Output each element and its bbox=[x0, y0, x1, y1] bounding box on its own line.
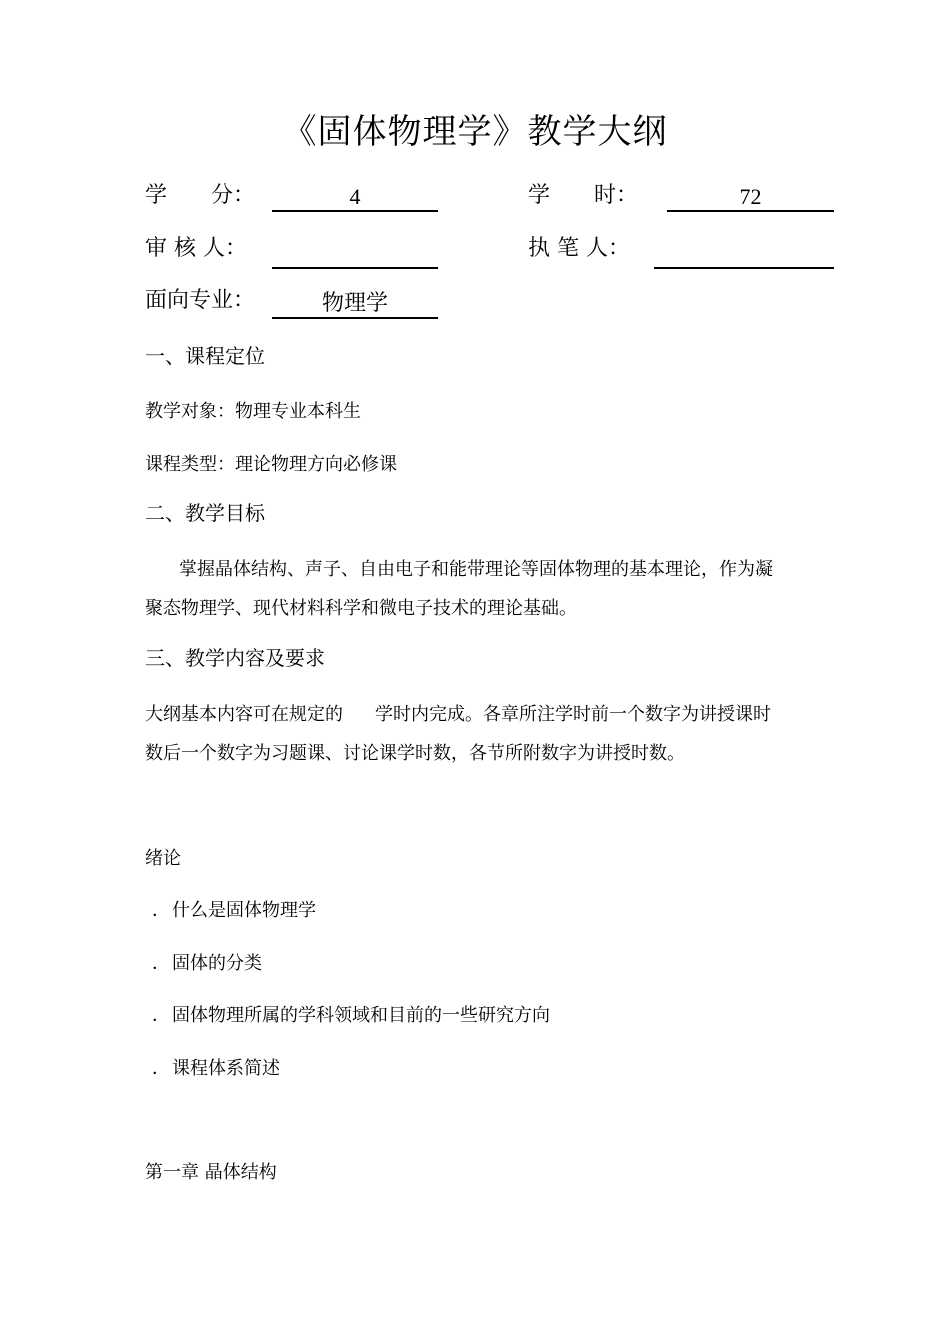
intro-item-text: 课程体系简述 bbox=[172, 1058, 280, 1079]
intro-item bbox=[152, 1002, 550, 1030]
section-content-heading: 三、教学内容及要求 bbox=[145, 646, 325, 670]
intro-item bbox=[152, 897, 316, 925]
major-value: 物理学 bbox=[272, 291, 438, 319]
section-objectives-heading: 二、教学目标 bbox=[145, 501, 265, 525]
content-line-1-a: 大纲基本内容可在规定的 bbox=[145, 704, 343, 725]
introduction-heading: 绪论 bbox=[145, 848, 181, 869]
intro-item bbox=[152, 1055, 280, 1083]
content-line-1-b: 学时内完成。各章所注学时前一个数字为讲授课时 bbox=[375, 704, 771, 725]
content-line-2: 数后一个数字为习题课、讨论课学时数，各节所附数字为讲授时数。 bbox=[145, 743, 685, 764]
objectives-line-2: 聚态物理学、现代材料科学和微电子技术的理论基础。 bbox=[145, 598, 577, 619]
intro-item-text: 固体物理所属的学科领域和目前的一些研究方向 bbox=[172, 1005, 550, 1026]
teaching-audience: 教学对象：物理专业本科生 bbox=[145, 401, 361, 422]
content-paragraph bbox=[145, 695, 810, 773]
objectives-paragraph bbox=[145, 550, 810, 628]
intro-item-text: 什么是固体物理学 bbox=[172, 900, 316, 921]
hours-label: 学 时： bbox=[528, 183, 639, 208]
bullet-mark: ． bbox=[152, 1058, 170, 1079]
chapter-1-heading: 第一章 晶体结构 bbox=[145, 1162, 277, 1183]
major-label: 面向专业： bbox=[145, 288, 256, 313]
document-title: 《固体物理学》教学大纲 bbox=[282, 112, 668, 152]
author-value bbox=[654, 241, 834, 269]
bullet-mark: ． bbox=[152, 1005, 170, 1026]
credits-label: 学 分： bbox=[145, 183, 256, 208]
section-positioning-heading: 一、课程定位 bbox=[145, 344, 265, 368]
reviewer-label: 审 核 人： bbox=[145, 236, 247, 261]
content-line-1 bbox=[145, 695, 810, 734]
intro-item-text: 固体的分类 bbox=[172, 953, 262, 974]
author-label: 执 笔 人： bbox=[528, 236, 630, 261]
bullet-mark: ． bbox=[152, 900, 170, 921]
intro-item bbox=[152, 950, 262, 978]
credits-value: 4 bbox=[272, 184, 438, 212]
objectives-line-1: 掌握晶体结构、声子、自由电子和能带理论等固体物理的基本理论，作为凝 bbox=[179, 559, 773, 580]
hours-value: 72 bbox=[667, 184, 834, 212]
reviewer-value bbox=[272, 241, 438, 269]
bullet-mark: ． bbox=[152, 953, 170, 974]
course-type: 课程类型：理论物理方向必修课 bbox=[145, 454, 397, 475]
